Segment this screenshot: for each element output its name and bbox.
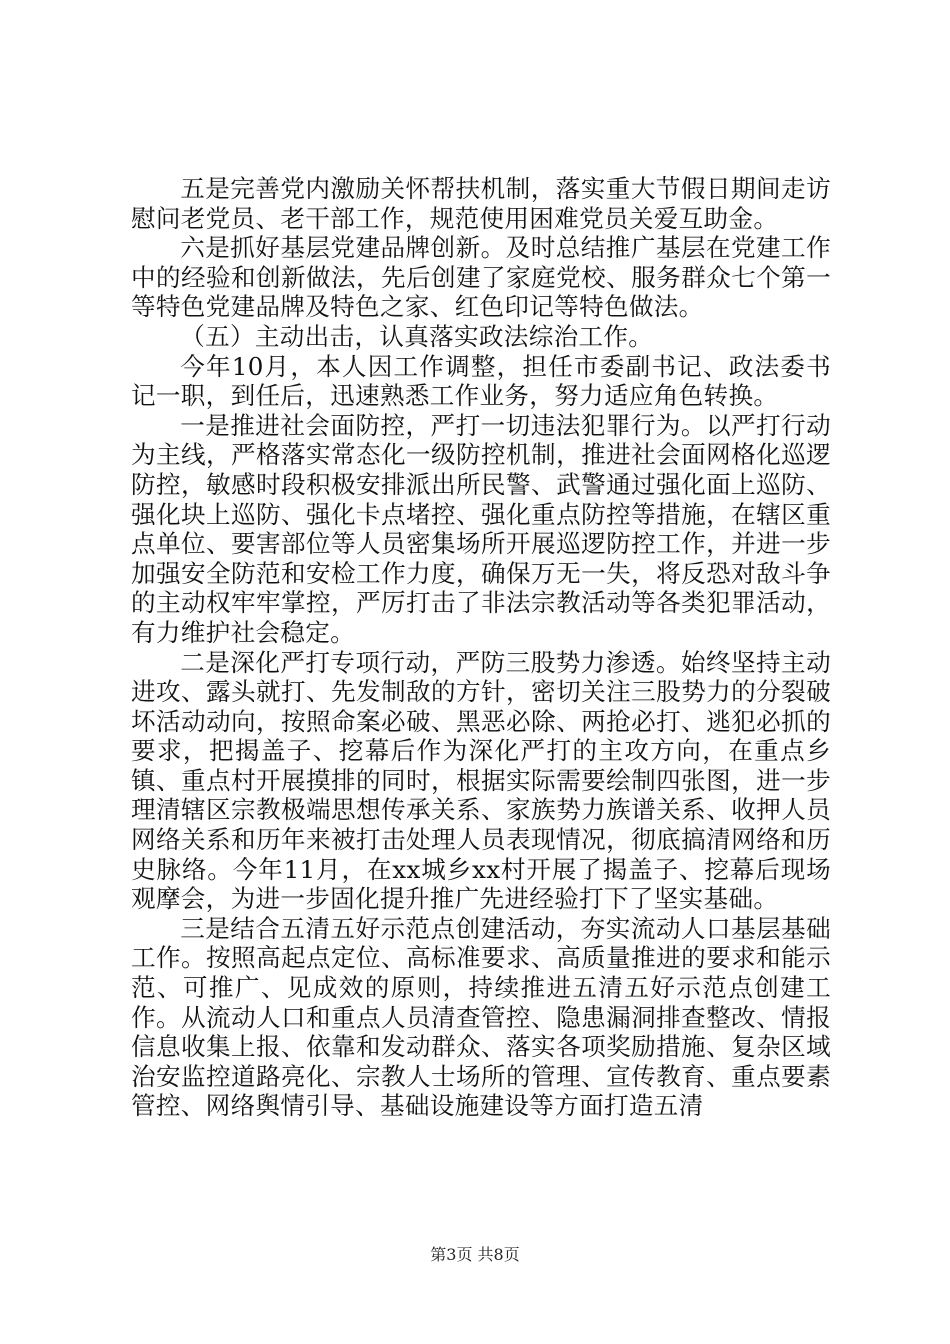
paragraph-encouragement-mechanism: 五是完善党内激励关怀帮扶机制，落实重大节假日期间走访慰问老党员、老干部工作，规范使用困难党员关爱互助金。 — [131, 174, 831, 233]
paragraph-demonstration-sites: 三是结合五清五好示范点创建活动，夯实流动人口基层基础工作。按照高起点定位、高标准要求、高质量推进的要求和能示范、可推广、见成效的原则，持续推进五清五好示范点创建工作。从流动人口和重点人员清查管控、隐患漏洞排查整改、情报信息收集上报、依靠和发动群众、落实各项奖励措施、复杂区域治安监控道路亮化、宗教人士场所的管理、宣传教育、重点要素管控、网络舆情引导、基础设施建设等方面打造五清 — [131, 913, 831, 1121]
paragraph-party-brand-innovation: 六是抓好基层党建品牌创新。及时总结推广基层在党建工作中的经验和创新做法，先后创建了家庭党校、服务群众七个第一等特色党建品牌及特色之家、红色印记等特色做法。 — [131, 233, 831, 322]
page-number-footer: 第3页 共8页 — [430, 1245, 520, 1264]
paragraph-special-crackdown: 二是深化严打专项行动，严防三股势力渗透。始终坚持主动进攻、露头就打、先发制敌的方针，密切关注三股势力的分裂破坏活动动向，按照命案必破、黑恶必除、两抢必打、逃犯必抓的要求，把揭盖子、挖幕后作为深化严打的主攻方向，在重点乡镇、重点村开展摸排的同时，根据实际需要绘制四张图，进一步理清辖区宗教极端思想传承关系、家族势力族谱关系、收押人员网络关系和历年来被打击处理人员表现情况，彻底搞清网络和历史脉络。今年11月，在xx城乡xx村开展了揭盖子、挖幕后现场观摩会，为进一步固化提升推广先进经验打下了坚实基础。 — [131, 647, 831, 914]
paragraph-social-prevention: 一是推进社会面防控，严打一切违法犯罪行为。以严打行动为主线，严格落实常态化一级防控机制，推进社会面网格化巡逻防控，敏感时段积极安排派出所民警、武警通过强化面上巡防、强化块上巡防、强化卡点堵控、强化重点防控等措施，在辖区重点单位、要害部位等人员密集场所开展巡逻防控工作，并进一步加强安全防范和安检工作力度，确保万无一失，将反恐对敌斗争的主动权牢牢掌控，严厉打击了非法宗教活动等各类犯罪活动，有力维护社会稳定。 — [131, 410, 831, 647]
paragraph-role-change: 今年10月，本人因工作调整，担任市委副书记、政法委书记一职，到任后，迅速熟悉工作业务，努力适应角色转换。 — [131, 351, 831, 411]
document-body — [131, 174, 831, 1121]
paragraph-section-heading-five: （五）主动出击，认真落实政法综治工作。 — [180, 321, 654, 351]
